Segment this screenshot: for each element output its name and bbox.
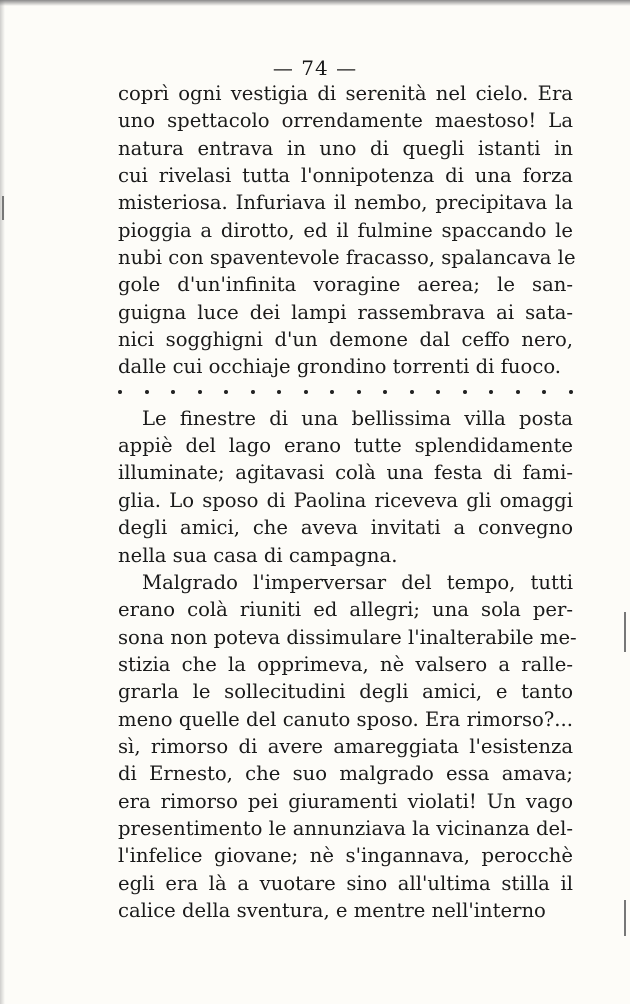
text-line: illuminate; agitavasi colà una festa di fami-: [118, 461, 573, 485]
text-line: grarla le sollecitudini degli amici, e tanto: [118, 680, 573, 704]
section-separator-dots: [118, 381, 573, 405]
text-line: nici sogghigni d'un demone dal ceffo nero,: [118, 328, 573, 352]
separator-dot: [145, 390, 149, 394]
separator-dot: [489, 390, 493, 394]
paragraph-3: [118, 569, 577, 924]
text-line: degli amici, che aveva invitati a convegno: [118, 516, 573, 540]
text-line: gole d'un'infinita voragine aerea; le san-: [118, 273, 573, 297]
separator-dot: [330, 390, 334, 394]
separator-dot: [436, 390, 440, 394]
text-line: uno spettacolo orrendamente maestoso! La: [118, 109, 573, 133]
text-line: stizia che la opprimeva, nè valsero a ralle-: [118, 652, 573, 676]
text-line: sona non poteva dissimulare l'inalterabile me-: [118, 625, 577, 649]
text-line: natura entrava in uno di quegli istanti in: [118, 136, 573, 160]
text-line: appiè del lago erano tutte splendidamente: [118, 434, 573, 458]
page-number: — 74 —: [272, 56, 358, 80]
text-line: nubi con spaventevole fracasso, spalancava le: [118, 246, 576, 270]
separator-dot: [410, 390, 414, 394]
scan-edge-top: [0, 0, 630, 6]
right-margin-mark: [624, 612, 626, 652]
separator-dot: [463, 390, 467, 394]
separator-dot: [357, 390, 361, 394]
text-line: era rimorso pei giuramenti violati! Un vago: [118, 789, 573, 813]
text-line: sì, rimorso di avere amareggiata l'esistenza: [118, 734, 573, 758]
paragraph-2: [118, 405, 573, 569]
right-margin-mark-lower: [624, 900, 626, 936]
text-line: di Ernesto, che suo malgrado essa amava;: [118, 762, 573, 786]
separator-dot: [251, 390, 255, 394]
text-line: glia. Lo sposo di Paolina riceveva gli omaggi: [118, 488, 573, 512]
text-line: Malgrado l'imperversar del tempo, tutti: [142, 570, 573, 594]
separator-dot: [198, 390, 202, 394]
text-line: l'infelice giovane; nè s'ingannava, perocchè: [118, 844, 573, 868]
text-line: guigna luce dei lampi rassembrava ai sata-: [118, 300, 573, 324]
separator-dot: [118, 390, 122, 394]
separator-dot: [569, 390, 573, 394]
scan-edge-left: [0, 0, 5, 1004]
text-line: nella sua casa di campagna.: [118, 543, 398, 567]
text-line: cui rivelasi tutta l'onnipotenza di una forza: [118, 164, 573, 188]
text-line: meno quelle del canuto sposo. Era rimorso?...: [118, 707, 573, 731]
text-line: Le finestre di una bellissima villa posta: [142, 406, 573, 430]
separator-dot: [171, 390, 175, 394]
separator-dot: [383, 390, 387, 394]
separator-dot: [542, 390, 546, 394]
text-line: dalle cui occhiaje grondino torrenti di fuoco.: [118, 355, 562, 379]
text-line: pioggia a dirotto, ed il fulmine spaccando le: [118, 218, 573, 242]
text-line: calice della sventura, e mentre nell'interno: [118, 898, 546, 922]
page-body: [118, 80, 577, 924]
separator-dot: [277, 390, 281, 394]
separator-dot: [516, 390, 520, 394]
separator-dot: [304, 390, 308, 394]
left-margin-mark: [2, 196, 4, 220]
paragraph-1: [118, 80, 576, 381]
text-line: misteriosa. Infuriava il nembo, precipitava la: [118, 191, 573, 215]
text-line: presentimento le annunziava la vicinanza del-: [118, 816, 574, 840]
text-line: coprì ogni vestigia di serenità nel cielo. Era: [118, 82, 573, 105]
separator-dot: [224, 390, 228, 394]
text-line: egli era là a vuotare sino all'ultima stilla il: [118, 871, 573, 895]
text-line: erano colà riuniti ed allegri; una sola per-: [118, 598, 573, 622]
